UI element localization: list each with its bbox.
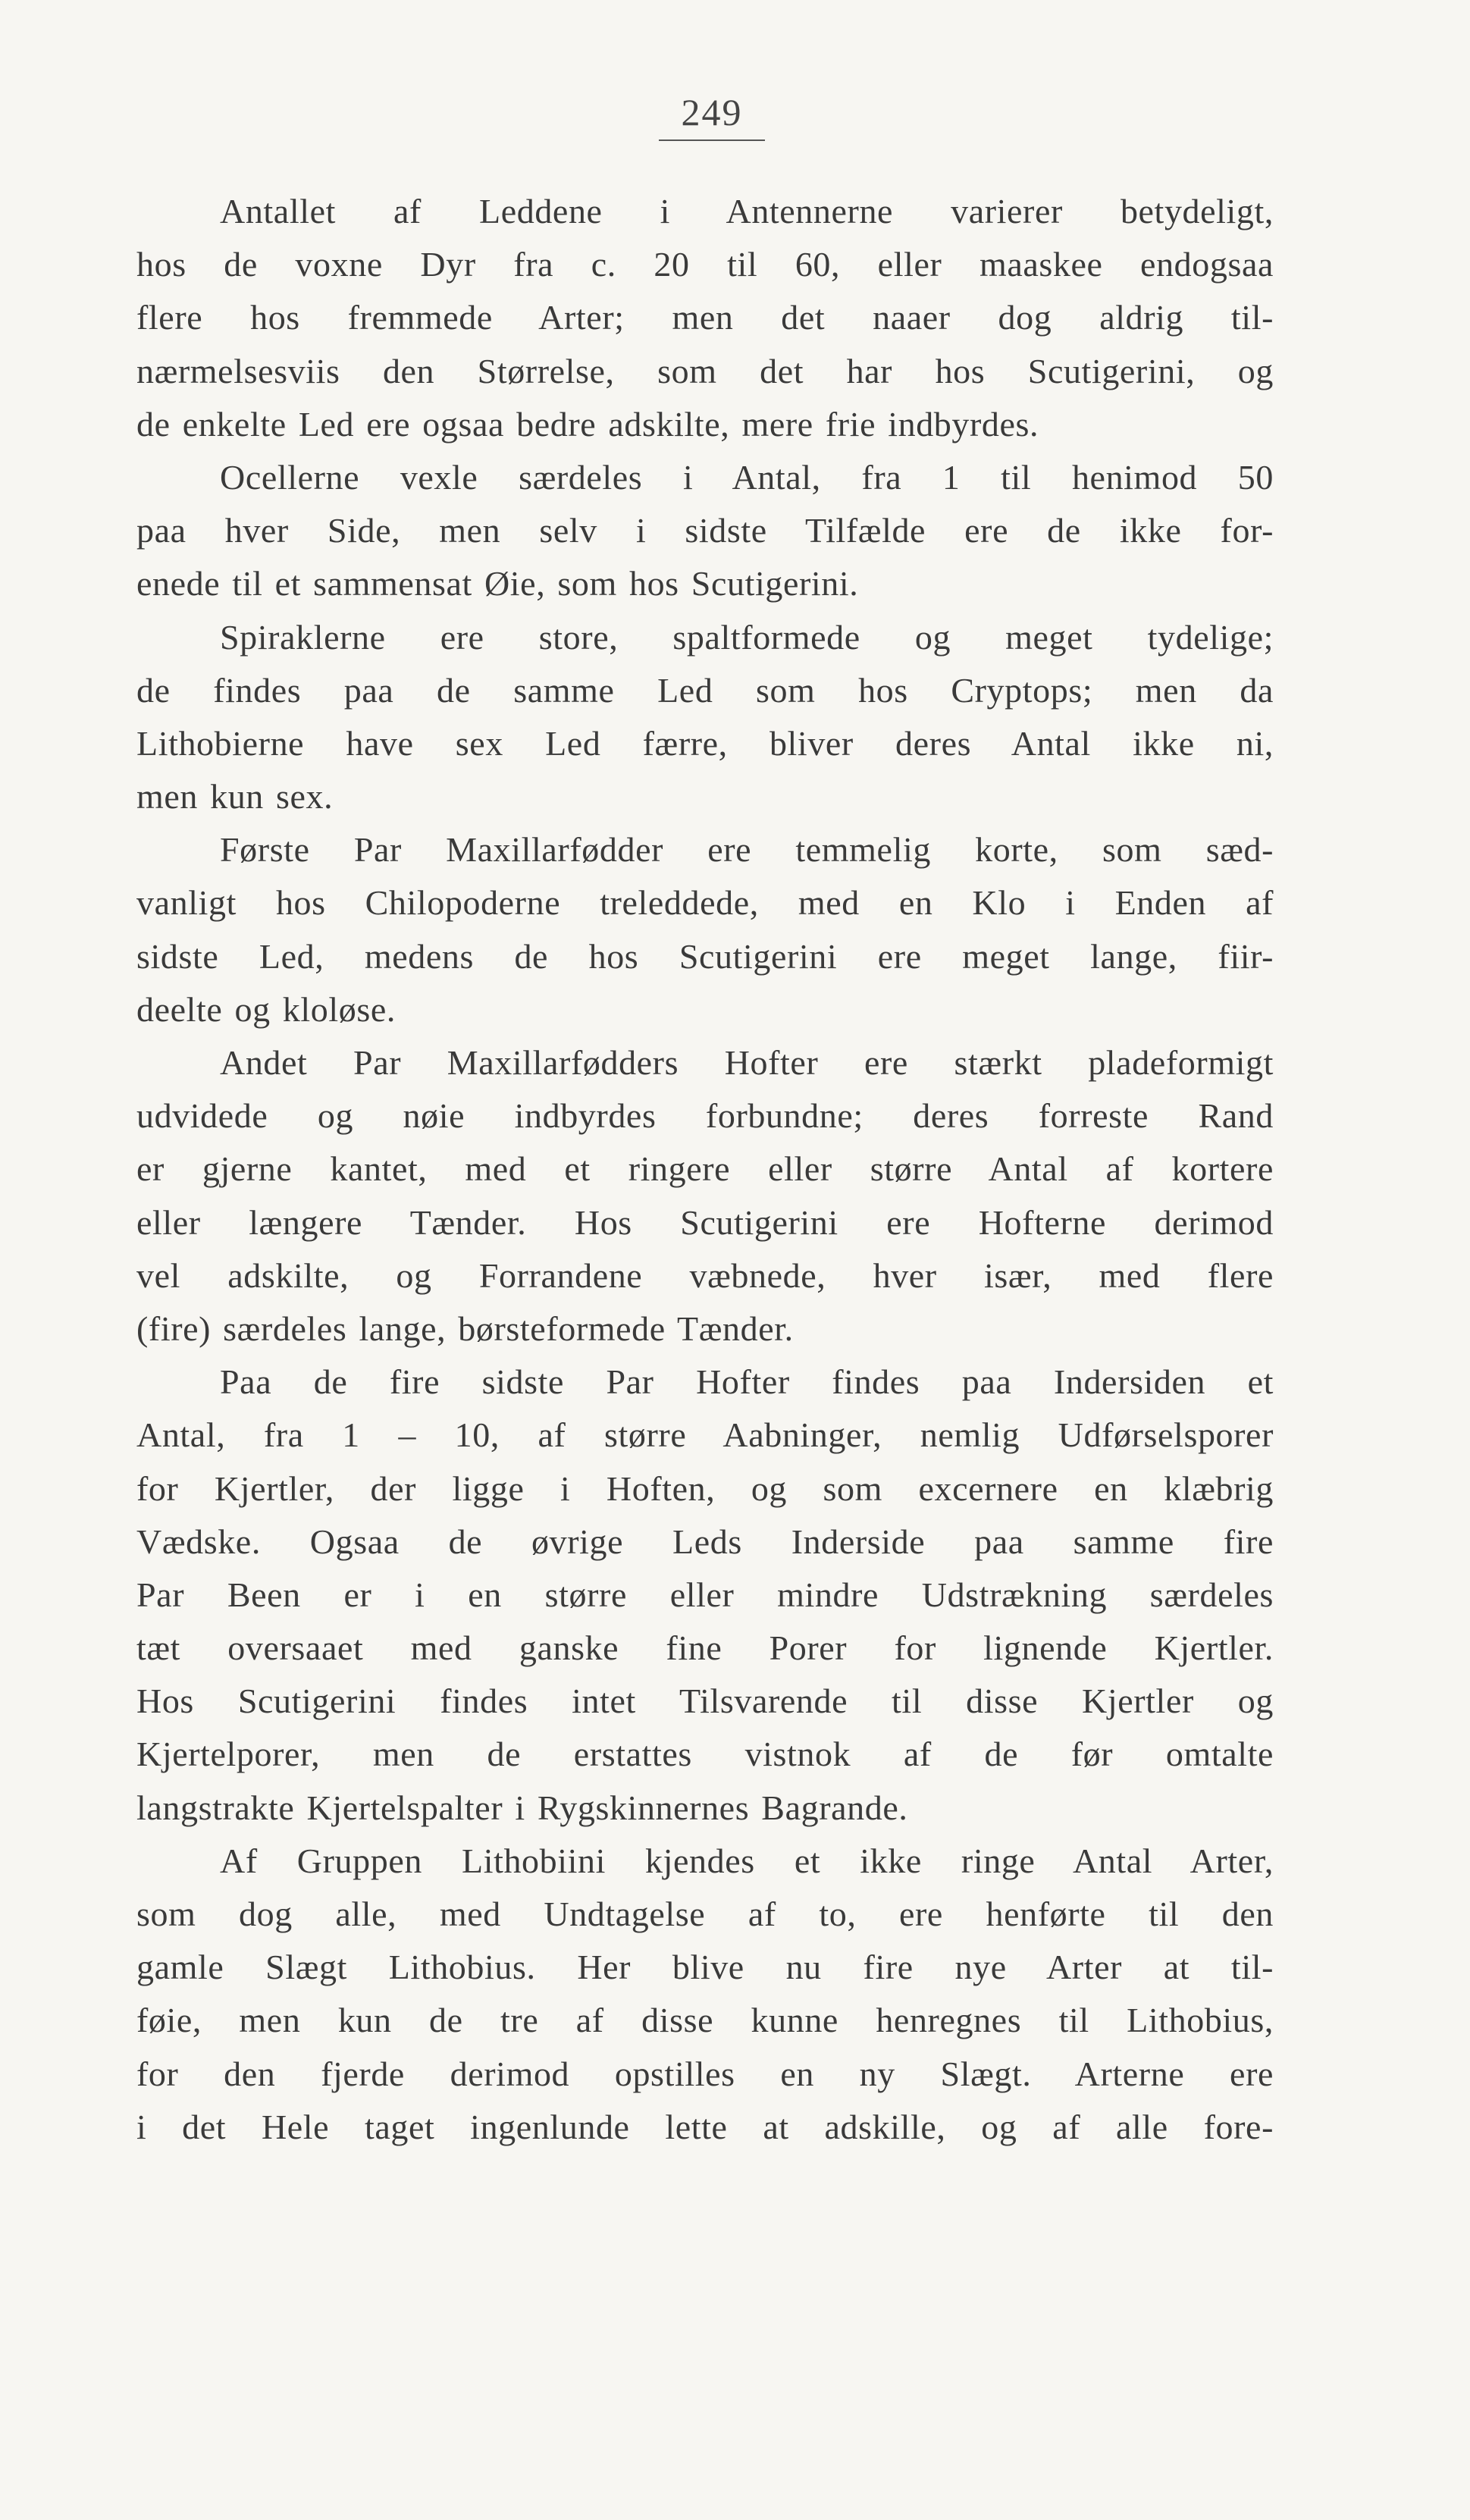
text-line: Lithobierne have sex Led færre, bliver deres Antal ikke ni, [136, 723, 1274, 763]
text-line: tæt oversaaet med ganske fine Porer for lignende Kjertler. [136, 1628, 1274, 1668]
text-line: som dog alle, med Undtagelse af to, ere henførte til den [136, 1895, 1274, 1933]
text-line: for den fjerde derimod opstilles en ny Slægt. Arterne ere [136, 2054, 1274, 2093]
text-line: Paa de fire sidste Par Hofter findes paa Indersiden et [220, 1362, 1274, 1402]
text-line: enede til et sammensat Øie, som hos Scutigerini. [136, 564, 859, 603]
text-line: paa hver Side, men selv i sidste Tilfælde ere de ikke for- [136, 511, 1274, 550]
text-line: Spiraklerne ere store, spaltformede og meget tydelige; [220, 617, 1274, 657]
text-line: de enkelte Led ere ogsaa bedre adskilte, mere frie indbyrdes. [136, 404, 1039, 444]
text-line: hos de voxne Dyr fra c. 20 til 60, eller maaskee endogsaa [136, 245, 1274, 284]
text-line: vel adskilte, og Forrandene væbnede, hver især, med flere [136, 1255, 1274, 1295]
page-number-rule [659, 139, 765, 141]
text-line: langstrakte Kjertelspalter i Rygskinnernes Bagrande. [136, 1788, 908, 1827]
text-line: er gjerne kantet, med et ringere eller større Antal af kortere [136, 1149, 1274, 1189]
text-line: Antallet af Leddene i Antennerne varierer betydeligt, [220, 192, 1274, 230]
text-line: deelte og kloløse. [136, 989, 396, 1029]
body-text [136, 185, 1274, 2154]
text-line: (fire) særdeles lange, børsteformede Tænder. [136, 1309, 794, 1348]
text-line: Af Gruppen Lithobiini kjendes et ikke ringe Antal Arter, [220, 1841, 1274, 1880]
text-line: for Kjertler, der ligge i Hoften, og som excernere en klæbrig [136, 1468, 1274, 1508]
text-line: udvidede og nøie indbyrdes forbundne; deres forreste Rand [136, 1096, 1274, 1136]
text-line: Kjertelporer, men de erstattes vistnok af de før omtalte [136, 1735, 1274, 1774]
page-number: 249 [681, 91, 743, 133]
text-line: føie, men kun de tre af disse kunne henregnes til Lithobius, [136, 2001, 1274, 2040]
text-line: men kun sex. [136, 777, 334, 816]
text-line: de findes paa de samme Led som hos Cryptops; men da [136, 670, 1274, 710]
text-line: Antal, fra 1 – 10, af større Aabninger, nemlig Udførselsporer [136, 1415, 1274, 1455]
text-line: sidste Led, medens de hos Scutigerini ere meget lange, fiir- [136, 936, 1274, 976]
text-line: Andet Par Maxillarfødders Hofter ere stærkt pladeformigt [220, 1043, 1274, 1082]
text-line: nærmelsesviis den Størrelse, som det har hos Scutigerini, og [136, 351, 1274, 390]
text-line: Ocellerne vexle særdeles i Antal, fra 1 til henimod 50 [220, 457, 1274, 497]
text-line: flere hos fremmede Arter; men det naaer dog aldrig til- [136, 298, 1274, 337]
text-line: Hos Scutigerini findes intet Tilsvarende til disse Kjertler og [136, 1682, 1274, 1721]
text-line: Par Been er i en større eller mindre Udstrækning særdeles [136, 1575, 1274, 1614]
text-line: gamle Slægt Lithobius. Her blive nu fire nye Arter at til- [136, 1948, 1274, 1987]
text-line: eller længere Tænder. Hos Scutigerini ere Hofterne derimod [136, 1202, 1274, 1242]
text-line: i det Hele taget ingenlunde lette at adskille, og af alle fore- [136, 2107, 1274, 2146]
text-line: vanligt hos Chilopoderne treleddede, med en Klo i Enden af [136, 883, 1274, 923]
text-line: Første Par Maxillarfødder ere temmelig korte, som sæd- [220, 830, 1274, 870]
page-number-wrap [659, 89, 765, 139]
text-line: Vædske. Ogsaa de øvrige Leds Inderside paa samme fire [136, 1522, 1274, 1561]
